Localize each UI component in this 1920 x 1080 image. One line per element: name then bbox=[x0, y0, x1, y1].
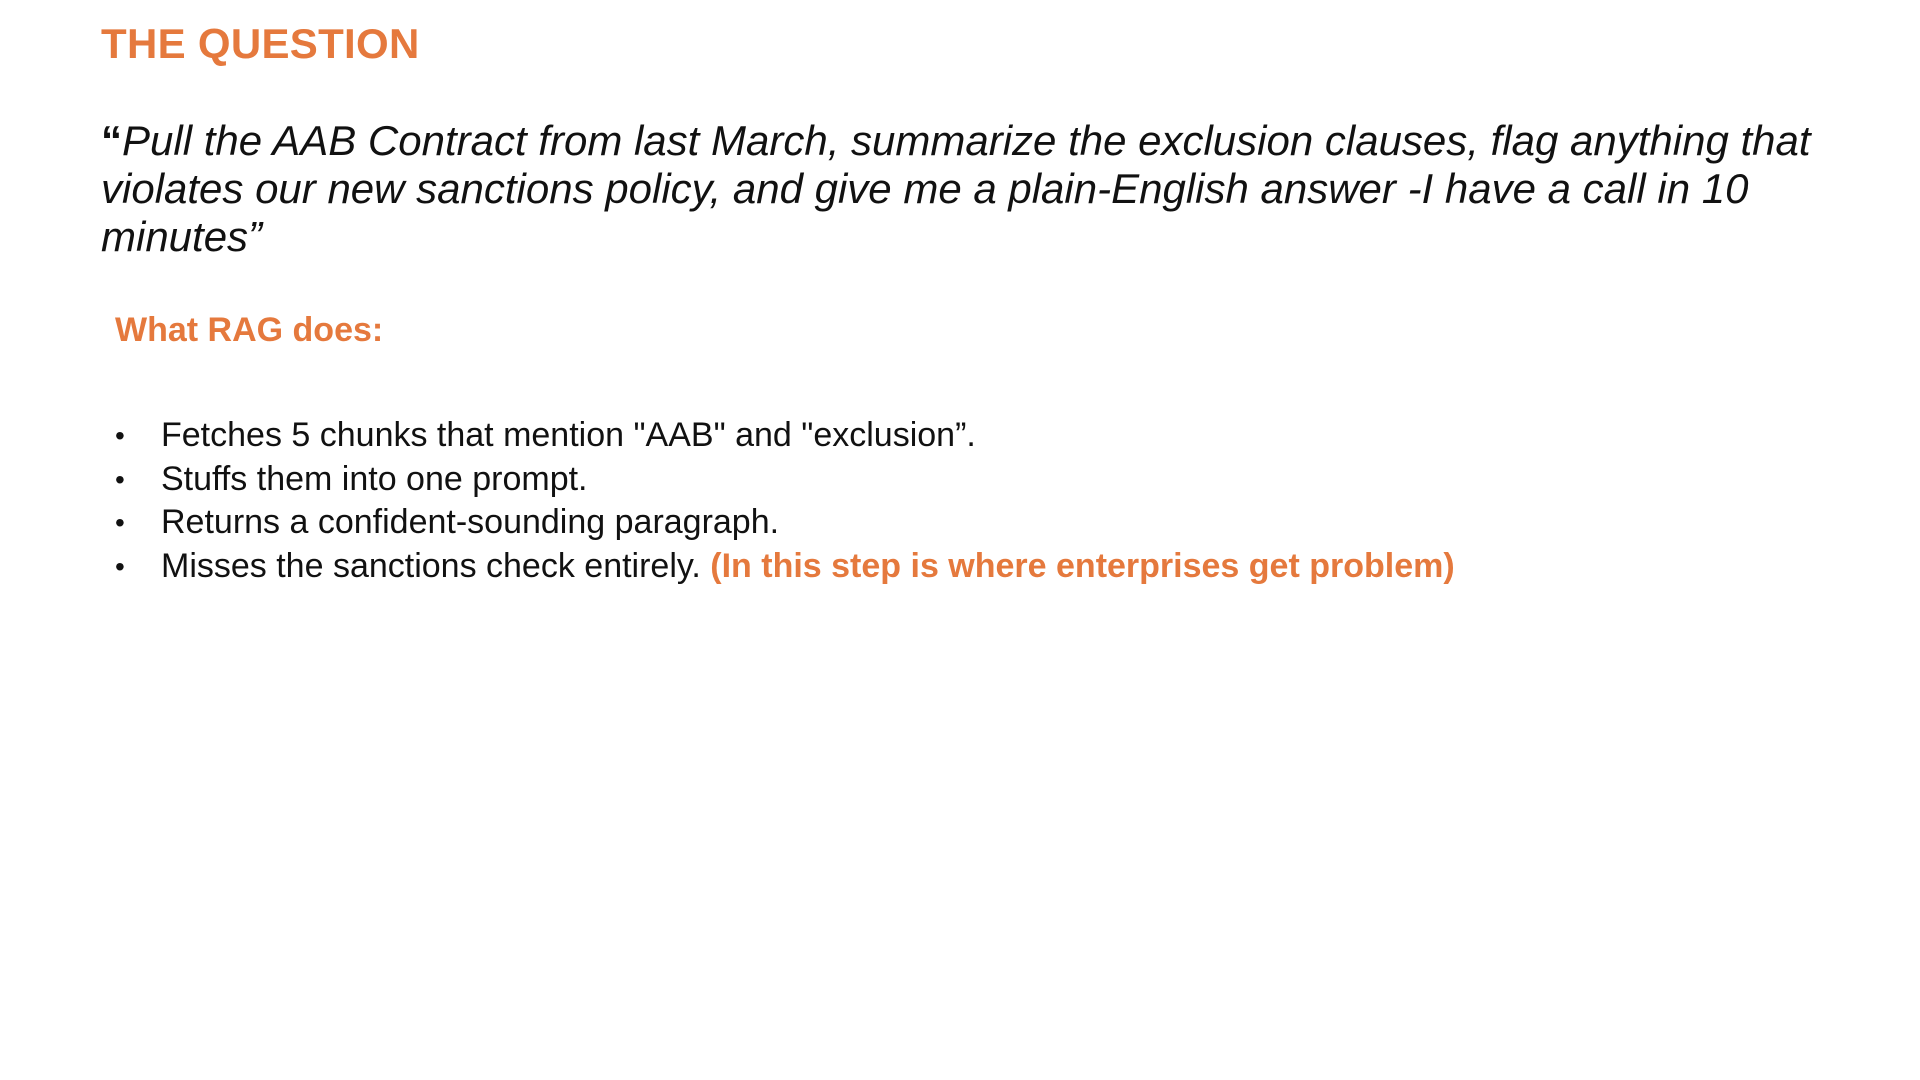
list-item bbox=[115, 414, 1815, 458]
bullet-text: Returns a confident-sounding paragraph. bbox=[161, 503, 780, 541]
list-item bbox=[115, 458, 1815, 502]
bullet-icon: • bbox=[115, 507, 125, 538]
bullet-icon: • bbox=[115, 550, 125, 582]
bullet-text: Fetches 5 chunks that mention "AAB" and "exclusion”. bbox=[161, 416, 976, 454]
bullet-highlight-note: (In this step is where enterprises get problem) bbox=[710, 546, 1455, 585]
quote-text: Pull the AAB Contract from last March, summarize the exclusion clauses, flag anything that violates our new sanctions policy, and give me a plain-English answer -I have a call in 10 minutes” bbox=[101, 117, 1811, 260]
bullet-icon: • bbox=[115, 463, 125, 495]
bullet-list bbox=[115, 414, 1815, 588]
question-quote bbox=[101, 117, 1861, 261]
section-subheading: What RAG does: bbox=[115, 311, 384, 349]
bullet-text: Misses the sanctions check entirely. bbox=[161, 546, 711, 585]
slide-title: THE QUESTION bbox=[101, 20, 420, 67]
list-item bbox=[115, 545, 1815, 589]
bullet-icon: • bbox=[115, 420, 125, 451]
list-item bbox=[115, 501, 1815, 545]
bullet-text: Stuffs them into one prompt. bbox=[161, 459, 588, 498]
quote-open-mark: “ bbox=[101, 117, 122, 164]
